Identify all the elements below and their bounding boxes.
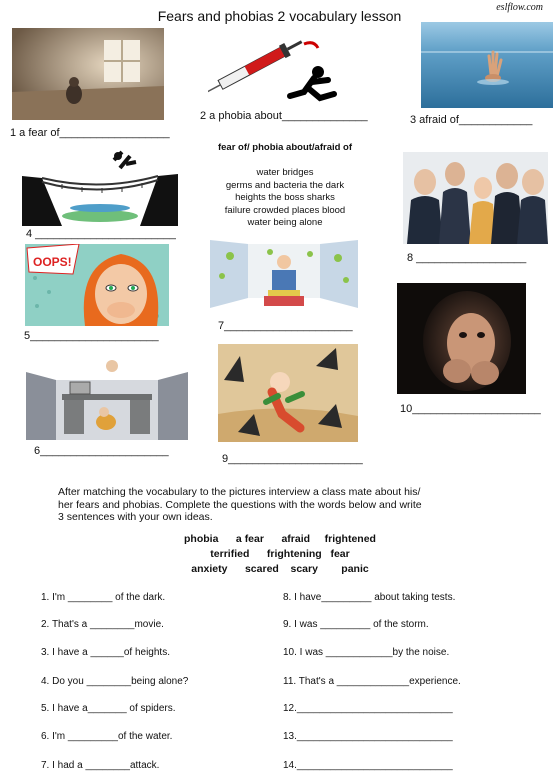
vocab-line: germs and bacteria the dark xyxy=(225,179,345,191)
label-10: 10_____________________ xyxy=(400,403,541,415)
question-3: 3. I have a ______of heights. xyxy=(41,647,170,658)
picture-phobia-about-blood xyxy=(208,36,348,112)
label-8: 8 __________________ xyxy=(407,252,527,264)
question-2: 2. That's a ________movie. xyxy=(41,619,164,630)
svg-text:OOPS!: OOPS! xyxy=(33,255,72,269)
picture-fear-of-failure xyxy=(25,244,169,326)
question-11: 11. That's a _____________experience. xyxy=(283,676,461,687)
question-4: 4. Do you ________being alone? xyxy=(41,676,189,687)
question-8: 8. I have_________ about taking tests. xyxy=(283,592,456,603)
site-watermark: eslflow.com xyxy=(496,2,543,13)
label-9: 9______________________ xyxy=(222,453,363,465)
page-title: Fears and phobias 2 vocabulary lesson xyxy=(157,8,402,24)
vocab-line: water bridges xyxy=(256,167,314,178)
word-bank-line: phobia a fear afraid frightened xyxy=(184,533,376,545)
instruction-line: After matching the vocabulary to the pictures interview a class mate about his/ xyxy=(58,486,421,498)
label-3: 3 afraid of____________ xyxy=(410,114,533,126)
question-10: 10. I was ____________by the noise. xyxy=(283,647,450,658)
picture-fear-of-being-alone xyxy=(397,283,526,394)
vocab-line: heights the boss sharks xyxy=(235,192,335,203)
question-1: 1. I'm ________ of the dark. xyxy=(41,592,166,603)
question-7: 7. I had a ________attack. xyxy=(41,760,160,771)
question-5: 5. I have a_______ of spiders. xyxy=(41,703,176,714)
label-4: 4 _______________________ xyxy=(26,228,176,240)
picture-fear-of-sharks xyxy=(218,344,358,442)
question-6: 6. I'm _________of the water. xyxy=(41,731,173,742)
picture-fear-of-crowded-places xyxy=(403,152,548,244)
vocab-heading: fear of/ phobia about/afraid of xyxy=(217,142,353,153)
vocab-line: failure crowded places blood xyxy=(224,204,346,216)
instruction-line: her fears and phobias. Complete the questions with the words below and write xyxy=(58,498,422,511)
label-5: 5_____________________ xyxy=(24,330,159,342)
instructions xyxy=(58,486,478,524)
question-13: 13.____________________________ xyxy=(283,731,453,742)
picture-fear-of-the-boss xyxy=(26,358,188,440)
label-7: 7_____________________ xyxy=(218,320,353,332)
question-9: 9. I was _________ of the storm. xyxy=(283,619,429,630)
word-bank-line: terrified frightening fear xyxy=(210,548,350,560)
label-1: 1 a fear of__________________ xyxy=(10,127,170,139)
question-14: 14.____________________________ xyxy=(283,760,453,771)
label-6: 6_____________________ xyxy=(34,445,169,457)
picture-fear-of-bridges xyxy=(22,146,178,226)
label-2: 2 a phobia about______________ xyxy=(200,110,368,122)
picture-fear-of-germs xyxy=(210,232,358,310)
instruction-line: 3 sentences with your own ideas. xyxy=(58,511,213,523)
word-bank-line: anxiety scared scary panic xyxy=(191,563,369,575)
picture-fear-of-the-dark xyxy=(12,28,164,120)
question-12: 12.____________________________ xyxy=(283,703,453,714)
vocab-line: water being alone xyxy=(247,217,323,228)
picture-afraid-of-water xyxy=(421,22,553,108)
